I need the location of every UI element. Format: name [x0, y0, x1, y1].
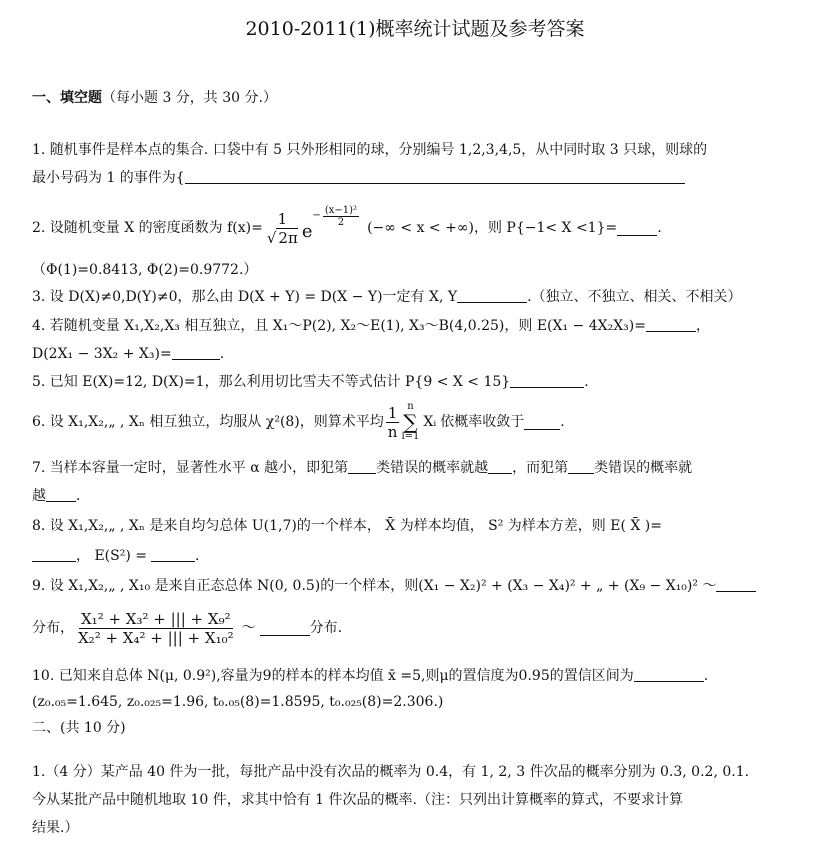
- q10-line1: [32, 666, 814, 686]
- q4-text2: D(2X₁ − 3X₂ + X₃)=: [32, 346, 172, 362]
- q5-answer-blank[interactable]: [510, 373, 584, 388]
- q7-answer-blank-4[interactable]: [46, 487, 76, 502]
- q7-tail: .: [76, 488, 81, 504]
- q2-tail: .: [657, 220, 662, 236]
- q8-tail: .: [194, 548, 200, 564]
- q10-tail: .: [703, 668, 709, 684]
- q7-line1: [32, 458, 814, 478]
- q4-tail2: .: [219, 346, 225, 362]
- q4-tail1: ，: [695, 318, 710, 334]
- q9-line1: [32, 576, 814, 596]
- q6-xi: Xᵢ: [423, 414, 437, 430]
- sigma-icon: ∑: [403, 410, 418, 434]
- q6-summation: [401, 402, 419, 442]
- p1-line2: 今从某批产品中随机地取 10 件，求其中恰有 1 件次品的概率.（注：只列出计算概率的算式，不要求计算: [32, 792, 683, 808]
- q10-answer-blank[interactable]: [634, 667, 704, 682]
- q9-post: 分布.: [309, 620, 343, 636]
- q9-answer-blank-2[interactable]: [260, 621, 310, 636]
- q5-tail: .: [584, 374, 589, 390]
- q1-line1: 1. 随机事件是样本点的集合. 口袋中有 5 只外形相同的球，分别编号 1,2,3,4,5，从中同时取 3 只球，则球的: [32, 142, 708, 158]
- q4-line2: [32, 344, 814, 364]
- p1-line1: 1.（4 分）某产品 40 件为一批，每批产品中没有次品的概率为 0.4，有 1, 2, 3 件次品的概率分别为 0.3, 0.2, 0.1.: [32, 764, 750, 780]
- q2-den-radicand: 2π: [278, 228, 298, 247]
- q2-line: [32, 206, 814, 250]
- q2-exp-den: 2: [337, 216, 345, 228]
- q10-line2: (z₀.₀₅=1.645, z₀.₀₂₅=1.96, t₀.₀₅(8)=1.8595, t₀.₀₂₅(8)=2.306.): [32, 694, 444, 710]
- section-1-note: （每小题 3 分，共 30 分.）: [102, 90, 277, 106]
- q3-answer-blank[interactable]: [457, 288, 527, 303]
- q4-answer-blank-1[interactable]: [646, 317, 696, 332]
- q7-a: 7. 当样本容量一定时，显著性水平 α 越小，即犯第: [32, 460, 349, 476]
- p1-line3: 结果.）: [32, 820, 79, 836]
- page-title: 2010-2011(1)概率统计试题及参考答案: [245, 18, 585, 40]
- q6-post: 依概率收敛于: [440, 414, 525, 430]
- q4-line1: [32, 316, 814, 336]
- q6-tail: .: [560, 414, 565, 430]
- q9-den: X₂² + X₄² + ||| + X₁₀²: [78, 628, 234, 647]
- q2-range: (−∞ < x < +∞)，则 P{−1< X <1}=: [367, 220, 618, 236]
- q6-pre: 6. 设 X₁,X₂,„ , Xₙ 相互独立，均服从 χ²(8)，则算术平均: [32, 414, 384, 430]
- section-2-heading: 二、(共 10 分): [32, 720, 126, 736]
- q8-answer-blank-1[interactable]: [32, 547, 76, 562]
- q10-text: 10. 已知来自总体 N(μ, 0.9²),容量为9的样本的样本均值 x̄ =5,则μ的置信度为0.95的置信区间为: [32, 668, 634, 684]
- q2-exp-sign: −: [312, 210, 321, 221]
- q7-line2: [32, 486, 814, 506]
- q7-answer-blank-1[interactable]: [348, 459, 376, 474]
- q1-text: 最小号码为 1 的事件为{: [32, 170, 185, 186]
- q6-num: 1: [387, 403, 398, 422]
- q8-answer-blank-2[interactable]: [151, 547, 195, 562]
- q6-answer-blank[interactable]: [524, 415, 560, 430]
- q7-d: 类错误的概率就: [594, 460, 693, 476]
- q7-line2-text: 越: [32, 488, 46, 504]
- q2-phi: （Φ(1)=0.8413, Φ(2)=0.9772.）: [32, 262, 258, 278]
- q2-density-fraction: [265, 210, 300, 247]
- q2-answer-blank[interactable]: [617, 221, 657, 236]
- q2-den: [265, 229, 300, 247]
- q7-answer-blank-3[interactable]: [568, 459, 594, 474]
- q7-answer-blank-2[interactable]: [488, 459, 512, 474]
- section-1-heading: 一、填空题: [32, 90, 102, 106]
- q3-line: [32, 287, 814, 307]
- section-1-header: [32, 88, 814, 108]
- q6-sum-bot: i=1: [401, 431, 420, 442]
- q9-fraction: [76, 610, 236, 647]
- q7-c: ，而犯第: [512, 460, 569, 476]
- q2-exponent: [312, 205, 361, 228]
- q2-num: 1: [277, 209, 288, 228]
- q9-tilde: ～: [241, 620, 256, 636]
- q2-exp-num: (x−1)²: [324, 204, 358, 216]
- q1-line2: [32, 168, 814, 188]
- q4-answer-blank-2[interactable]: [172, 345, 220, 360]
- q9-num: X₁² + X₃² + ||| + X₉²: [81, 609, 231, 628]
- q9-pre: 分布，: [32, 620, 74, 636]
- q3-text: 3. 设 D(X)≠0,D(Y)≠0，那么由 D(X + Y) = D(X − Y)一定有 X, Y: [32, 289, 458, 305]
- q2-pre: 2. 设随机变量 X 的密度函数为 f(x)=: [32, 220, 263, 236]
- q8-mid: ， E(S²) =: [76, 548, 147, 564]
- q6-sum-top: n: [407, 401, 414, 412]
- q6-den: n: [387, 422, 398, 441]
- q7-b: 类错误的概率就越: [376, 460, 489, 476]
- q3-tail: .（独立、不独立、相关、不相关）: [527, 289, 742, 305]
- q6-line: [32, 400, 814, 444]
- q5-text: 5. 已知 E(X)=12, D(X)=1，那么利用切比雪夫不等式估计 P{9 < X < 15}: [32, 374, 511, 390]
- q1-answer-blank[interactable]: [185, 169, 685, 184]
- q9-text1: 9. 设 X₁,X₂,„ , X₁₀ 是来自正态总体 N(0, 0.5)的一个样本，则(X₁ − X₂)² + (X₃ − X₄)² + „ + (X₉ − X₁₀)² ～: [32, 578, 717, 594]
- sqrt-icon: √: [266, 228, 277, 247]
- q4-text1: 4. 若随机变量 X₁,X₂,X₃ 相互独立，且 X₁～P(2), X₂～E(1), X₃～B(4,0.25)，则 E(X₁ − 4X₂X₃)=: [32, 318, 646, 334]
- q9-line2: [32, 604, 814, 652]
- q2-e: e: [301, 221, 313, 242]
- q6-fraction: [386, 404, 400, 441]
- q8-line2: [32, 546, 814, 566]
- q8-line1: 8. 设 X₁,X₂,„ , Xₙ 是来自均匀总体 U(1,7)的一个样本， X̄ 为样本均值， S² 为样本方差，则 E( X̄ )=: [32, 518, 662, 534]
- q9-answer-blank-1[interactable]: [716, 577, 756, 592]
- q5-line: [32, 372, 814, 392]
